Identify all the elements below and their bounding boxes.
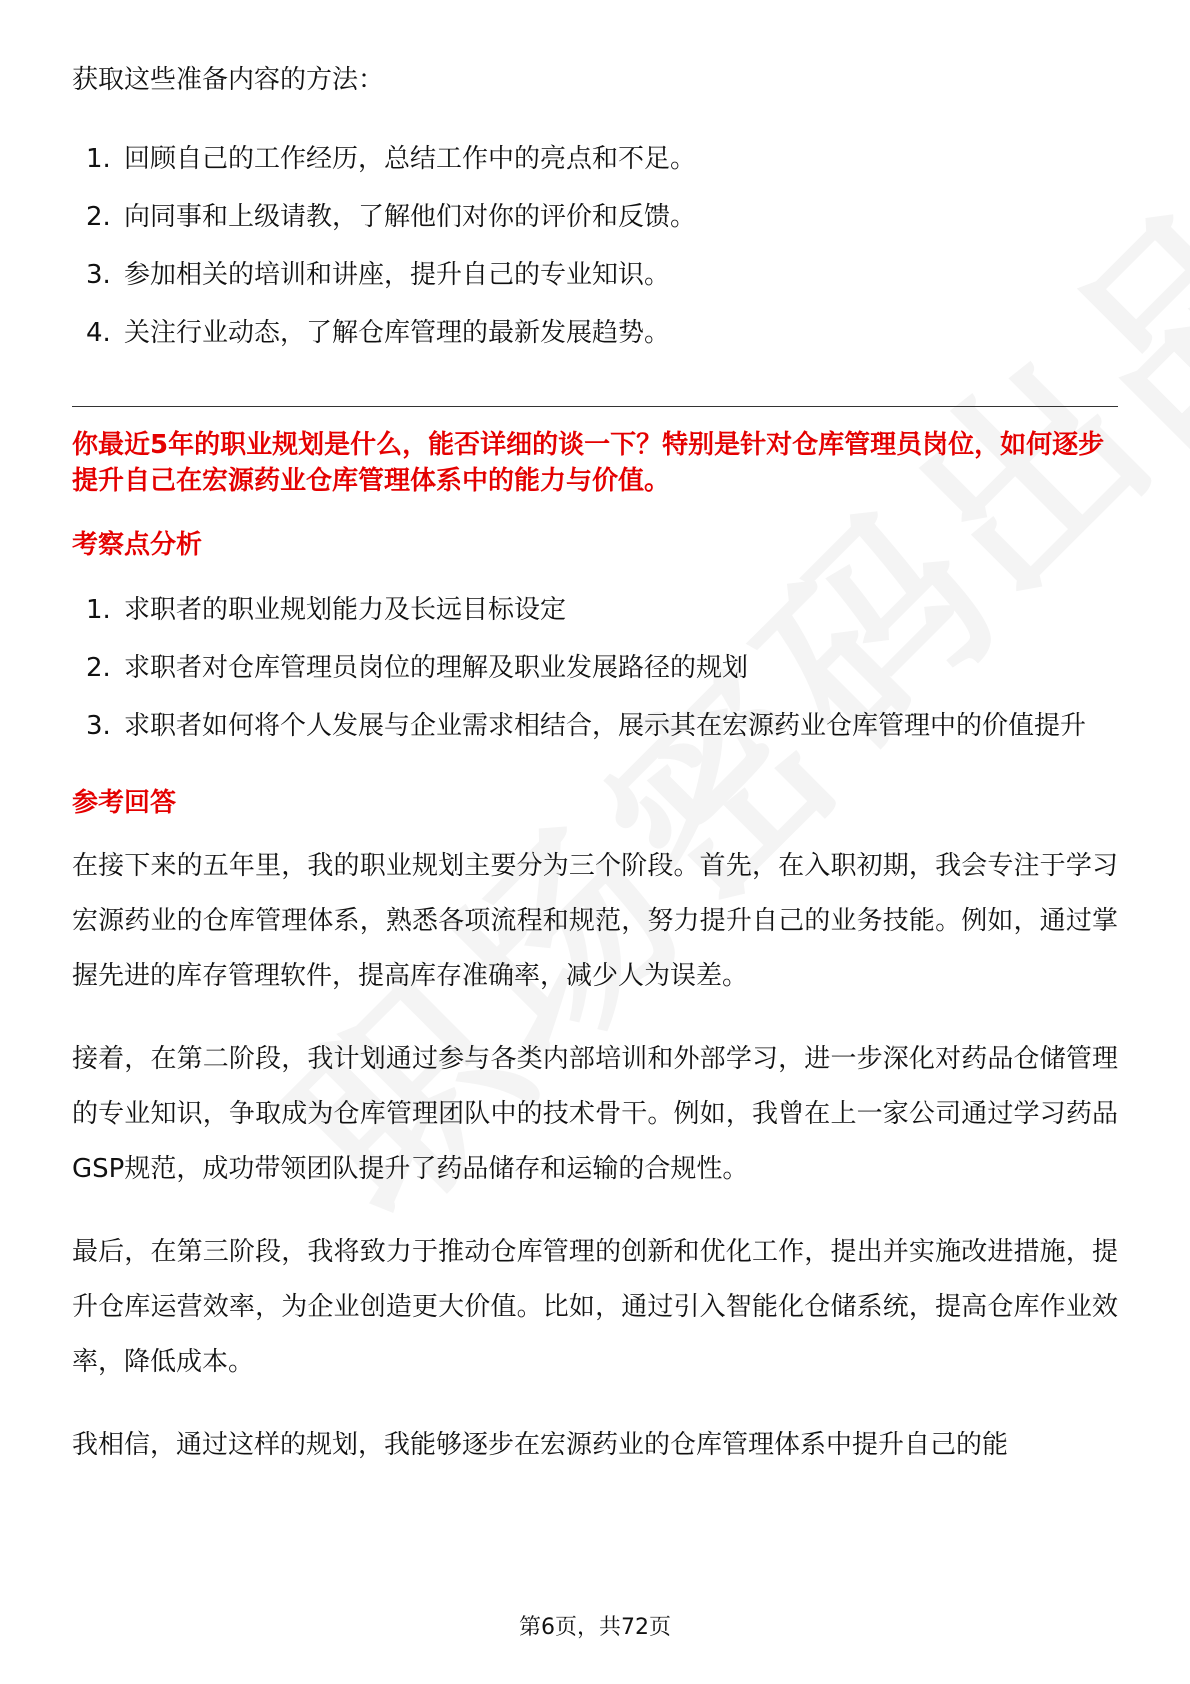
list-text: 参加相关的培训和讲座，提升自己的专业知识。 (124, 260, 671, 290)
question-heading: 你最近5年的职业规划是什么，能否详细的谈一下？特别是针对仓库管理员岗位，如何逐步提升自己在宏源药业仓库管理体系中的能力与价值。 (72, 430, 1105, 496)
section-divider (72, 406, 1118, 407)
list-item (72, 697, 1118, 755)
list-number: 4. (86, 318, 111, 348)
list-number: 2. (86, 653, 111, 683)
list-item (72, 581, 1118, 639)
list-item (72, 246, 1118, 304)
list-item (72, 639, 1118, 697)
list-item (72, 130, 1118, 188)
answer-title: 参考回答 (72, 788, 177, 818)
analysis-list (72, 581, 1118, 755)
spacer (72, 755, 1118, 785)
list-text: 向同事和上级请教，了解他们对你的评价和反馈。 (124, 202, 697, 232)
analysis-title: 考察点分析 (72, 530, 203, 560)
list-text: 求职者如何将个人发展与企业需求相结合，展示其在宏源药业仓库管理中的价值提升 (124, 711, 1087, 741)
page-number-footer: 第6页，共72页 (519, 1615, 671, 1640)
list-number: 2. (86, 202, 111, 232)
list-item (72, 188, 1118, 246)
methods-list (72, 130, 1118, 362)
list-number: 3. (86, 260, 111, 290)
answer-paragraph: 接着，在第二阶段，我计划通过参与各类内部培训和外部学习，进一步深化对药品仓储管理的专业知识，争取成为仓库管理团队中的技术骨干。例如，我曾在上一家公司通过学习药品GSP规范，成功带领团队提升了药品储存和运输的合规性。 (72, 1044, 1118, 1184)
answer-paragraph: 最后，在第三阶段，我将致力于推动仓库管理的创新和优化工作，提出并实施改进措施，提升仓库运营效率，为企业创造更大价值。比如，通过引入智能化仓储系统，提高仓库作业效率，降低成本。 (72, 1237, 1118, 1377)
list-item (72, 304, 1118, 362)
list-number: 1. (86, 595, 111, 625)
methods-intro: 获取这些准备内容的方法： (72, 65, 385, 95)
list-text: 关注行业动态，了解仓库管理的最新发展趋势。 (124, 318, 671, 348)
list-text: 求职者的职业规划能力及长远目标设定 (124, 595, 567, 625)
list-number: 3. (86, 711, 111, 741)
page-content (72, 60, 1118, 1501)
answer-paragraph: 我相信，通过这样的规划，我能够逐步在宏源药业的仓库管理体系中提升自己的能 (72, 1430, 1009, 1460)
list-number: 1. (86, 144, 111, 174)
list-text: 求职者对仓库管理员岗位的理解及职业发展路径的规划 (124, 653, 749, 683)
answer-paragraph: 在接下来的五年里，我的职业规划主要分为三个阶段。首先，在入职初期，我会专注于学习宏源药业的仓库管理体系，熟悉各项流程和规范，努力提升自己的业务技能。例如，通过掌握先进的库存管理软件，提高库存准确率，减少人为误差。 (72, 851, 1118, 991)
list-text: 回顾自己的工作经历，总结工作中的亮点和不足。 (124, 144, 697, 174)
